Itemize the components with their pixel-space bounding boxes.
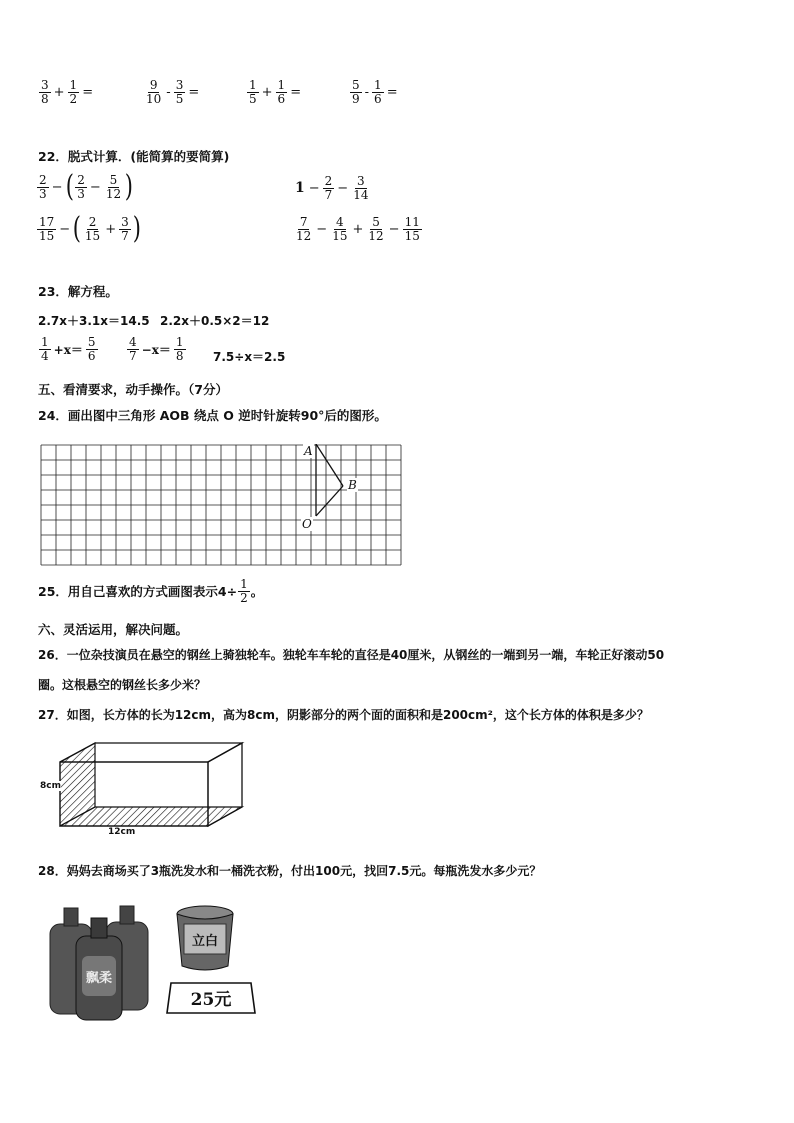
calc-item-3: $\frac{1}{5}$ + $\frac{1}{6}$ = [249,78,302,106]
q27-title: 27．如图，长方体的长为12cm，高为8cm，阴影部分的两个面的面积和是200cm²，这个长方体的体积是多少？ [38,708,649,722]
q22-expr-3: $\frac{17}{15}$ − ( $\frac{2}{15}$ + $\frac{3}{7}$ ) [39,211,141,246]
bottle-label: 飘柔 [85,971,113,986]
q26-line-2: 圈。这根悬空的钢丝长多少米？ [38,678,207,692]
point-o-label: O [302,517,312,531]
section-5-heading: 五、看清要求，动手操作。（7分） [38,382,228,397]
q28-title: 28．妈妈去商场买了3瓶洗发水和一桶洗衣粉，付出100元，找回7.5元。每瓶洗发水多少元？ [38,864,542,878]
fraction: $\frac{9}{10}$ [146,78,162,106]
fraction: $\frac{3}{5}$ [175,78,184,106]
edge-bo [316,486,343,516]
point-b-label: B [348,478,357,492]
fraction: $\frac{5}{9}$ [352,78,360,106]
point-a-label: A [304,444,313,458]
section-6-heading: 六、灵活运用，解决问题。 [38,622,189,637]
q23-eq-5: 7.5÷x＝2.5 [213,350,286,364]
q22-expr-2: 1 − $\frac{2}{7}$ − $\frac{3}{14}$ [295,174,369,202]
q23-eq-4: $\frac{4}{7}$ −x＝ $\frac{1}{8}$ [129,335,184,363]
q23-title: 23．解方程。 [38,284,118,299]
edge-ab [316,444,343,486]
fraction: $\frac{1}{6}$ [277,78,286,106]
rotation-grid [40,444,402,566]
calc-item-4: $\frac{5}{9}$ - $\frac{1}{6}$ = [352,78,398,106]
fraction: $\frac{1}{5}$ [249,78,257,106]
q23-eq-1: 2.7x＋3.1x＝14.5 [38,314,150,328]
fraction: $\frac{1}{6}$ [374,78,382,106]
height-label: 8cm [40,781,61,791]
q22-title: 22．脱式计算．(能简算的要简算) [38,149,230,164]
q22-expr-4: $\frac{7}{12}$ − $\frac{4}{15}$ + $\frac{5}{12}$ − $\frac{11}{15}$ [296,215,420,243]
detergent-bucket-image [174,904,236,972]
length-label: 12cm [108,827,136,837]
cuboid-figure [58,740,248,832]
shampoo-bottles-image [44,900,154,1022]
price-label: 25元 [190,990,232,1010]
calc-item-2: $\frac{9}{10}$ - $\frac{3}{5}$ = [146,78,200,106]
bucket-label: 立白 [191,934,219,949]
q24-title: 24．画出图中三角形 AOB 绕点 O 逆时针旋转90°后的图形。 [38,408,387,423]
fraction: $\frac{1}{2}$ [69,78,78,106]
q26-line-1: 26．一位杂技演员在悬空的钢丝上骑独轮车。独轮车车轮的直径是40厘米，从钢丝的一端到另一端，车轮正好滚动50 [38,648,665,662]
q25: 25．用自己喜欢的方式画图表示4÷ $\frac{1}{2}$ 。 [38,577,264,605]
q23-eq-3: $\frac{1}{4}$ +x＝ $\frac{5}{6}$ [41,335,96,363]
calc-item-1: $\frac{3}{8}$ + $\frac{1}{2}$ = [41,78,94,106]
q23-eq-2: 2.2x＋0.5×2＝12 [160,314,270,328]
fraction: $\frac{3}{8}$ [41,78,49,106]
q22-expr-1: $\frac{2}{3}$ − ( $\frac{2}{3}$ − $\frac{5}{12}$ ) [39,169,134,204]
